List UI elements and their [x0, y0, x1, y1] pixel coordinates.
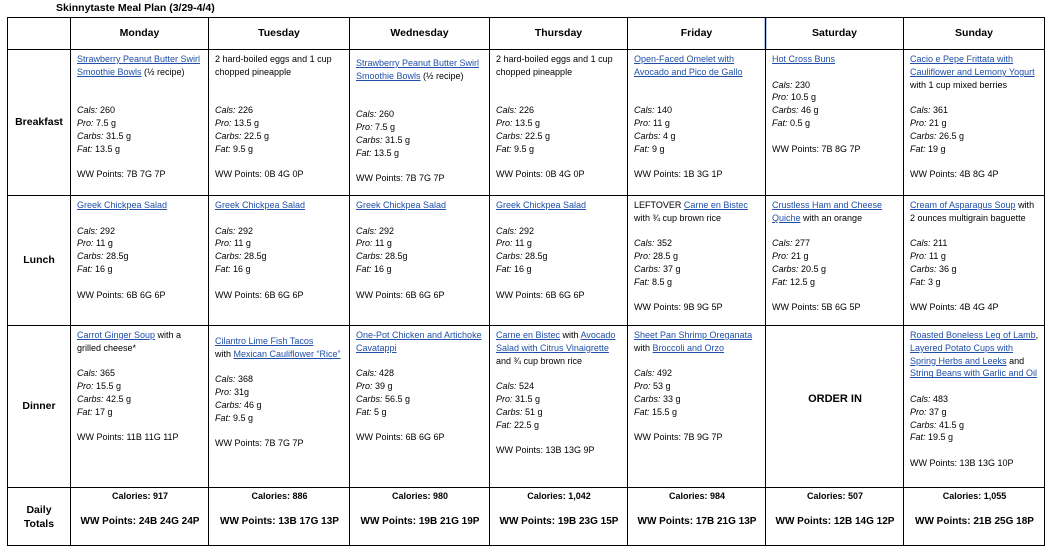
- nutrition-carbs: Carbs: 41.5 g: [910, 419, 965, 430]
- meal-cell: [904, 50, 1045, 196]
- meal-cell: [628, 196, 766, 326]
- totals-cell: [490, 488, 628, 546]
- meal-note: (½ recipe): [141, 66, 185, 77]
- ww-points: WW Points: 11B 11G 11P: [77, 432, 179, 443]
- meal-cell: [766, 326, 904, 488]
- nutrition-cals: Cals: 492: [634, 368, 673, 379]
- nutrition-fat: Fat: 19 g: [910, 143, 946, 154]
- total-calories: Calories: 1,055: [942, 491, 1007, 501]
- nutrition-carbs: Carbs: 31.5 g: [77, 130, 132, 141]
- recipe-link[interactable]: Cilantro Lime Fish Tacos: [215, 336, 314, 346]
- nutrition-cals: Cals: 211: [910, 238, 948, 249]
- day-header-thursday: Thursday: [490, 18, 628, 50]
- total-calories: Calories: 886: [251, 491, 308, 501]
- ww-points: WW Points: 7B 8G 7P: [772, 143, 861, 154]
- nutrition-carbs: Carbs: 26.5 g: [910, 130, 965, 141]
- meal-note: (½ recipe): [420, 70, 464, 81]
- nutrition-cals: Cals: 230: [772, 79, 811, 90]
- recipe-link[interactable]: Sheet Pan Shrimp Oreganata: [634, 330, 753, 340]
- meal-note: with ¾ cup brown rice: [634, 212, 722, 223]
- meal-note: ,: [1035, 330, 1039, 340]
- ww-points: WW Points: 4B 4G 4P: [910, 302, 999, 313]
- recipe-link[interactable]: Roasted Boneless Leg of Lamb: [910, 330, 1036, 340]
- nutrition-fat: Fat: 19.5 g: [910, 432, 954, 443]
- ww-points: WW Points: 13B 13G 10P: [910, 457, 1014, 468]
- meal-plan-table: [7, 17, 1045, 546]
- nutrition-fat: Fat: 5 g: [356, 406, 387, 417]
- nutrition-cals: Cals: 226: [215, 105, 254, 116]
- day-header-monday: Monday: [71, 18, 209, 50]
- nutrition-fat: Fat: 16 g: [496, 263, 532, 274]
- ww-points: WW Points: 7B 7G 7P: [77, 169, 166, 180]
- meal-cell: [350, 326, 490, 488]
- recipe-link[interactable]: Broccoli and Orzo: [652, 342, 725, 353]
- nutrition-pro: Pro: 11 g: [634, 117, 670, 128]
- nutrition-pro: Pro: 53 g: [634, 381, 671, 392]
- total-ww-points: WW Points: 12B 14G 12P: [775, 515, 895, 527]
- nutrition-carbs: Carbs: 42.5 g: [77, 393, 132, 404]
- lunch-row: [8, 196, 1045, 326]
- totals-cell: [350, 488, 490, 546]
- nutrition-fat: Fat: 16 g: [215, 263, 251, 274]
- totals-cell: [628, 488, 766, 546]
- total-ww-points: WW Points: 19B 23G 15P: [499, 515, 619, 527]
- nutrition-pro: Pro: 13.5 g: [215, 117, 260, 128]
- ww-points: WW Points: 1B 3G 1P: [634, 169, 723, 180]
- recipe-link[interactable]: Crustless Ham and Cheese Quiche: [772, 200, 883, 223]
- meal-note: and: [1006, 355, 1025, 366]
- recipe-link[interactable]: Greek Chickpea Salad: [496, 200, 587, 210]
- nutrition-pro: Pro: 31.5 g: [496, 393, 541, 404]
- nutrition-fat: Fat: 13.5 g: [77, 143, 121, 154]
- day-header-tuesday: Tuesday: [209, 18, 350, 50]
- total-calories: Calories: 1,042: [527, 491, 591, 501]
- nutrition-fat: Fat: 22.5 g: [496, 419, 540, 430]
- recipe-link[interactable]: Strawberry Peanut Butter Swirl Smoothie Bowls: [77, 54, 201, 77]
- nutrition-fat: Fat: 3 g: [910, 276, 941, 287]
- ww-points: WW Points: 5B 6G 5P: [772, 302, 861, 313]
- ww-points: WW Points: 6B 6G 6P: [77, 289, 166, 300]
- nutrition-pro: Pro: 7.5 g: [77, 117, 117, 128]
- ww-points: WW Points: 4B 8G 4P: [910, 169, 999, 180]
- recipe-link[interactable]: Greek Chickpea Salad: [356, 200, 447, 210]
- meal-note: 2 hard-boiled eggs and 1 cup chopped pineapple: [496, 54, 613, 77]
- meal-note: with an orange: [800, 212, 863, 223]
- ww-points: WW Points: 7B 7G 7P: [215, 438, 304, 449]
- nutrition-pro: Pro: 11 g: [496, 238, 532, 249]
- day-header-wednesday: Wednesday: [350, 18, 490, 50]
- recipe-link[interactable]: Carne en Bistec: [683, 200, 748, 210]
- meal-cell: [71, 196, 209, 326]
- day-header-sunday: Sunday: [904, 18, 1045, 50]
- recipe-link[interactable]: Mexican Cauliflower “Rice”: [233, 348, 341, 359]
- total-ww-points: WW Points: 21B 25G 18P: [915, 515, 1034, 527]
- nutrition-carbs: Carbs: 20.5 g: [772, 263, 827, 274]
- nutrition-pro: Pro: 21 g: [772, 251, 809, 262]
- totals-cell: [209, 488, 350, 546]
- meal-note: with 2 ounces multigrain baguette: [910, 200, 1035, 223]
- nutrition-cals: Cals: 292: [496, 225, 535, 236]
- ww-points: WW Points: 7B 9G 7P: [634, 432, 723, 443]
- nutrition-carbs: Carbs: 28.5g: [77, 251, 129, 262]
- nutrition-pro: Pro: 11 g: [215, 238, 251, 249]
- nutrition-carbs: Carbs: 28.5g: [215, 251, 267, 262]
- nutrition-pro: Pro: 11 g: [356, 238, 392, 249]
- meal-note: LEFTOVER: [634, 200, 684, 210]
- meal-note: 2 hard-boiled eggs and 1 cup chopped pineapple: [215, 54, 332, 77]
- nutrition-fat: Fat: 12.5 g: [772, 276, 816, 287]
- meal-cell: [904, 196, 1045, 326]
- recipe-link[interactable]: Carrot Ginger Soup: [77, 330, 156, 340]
- totals-label-line2: Totals: [23, 517, 55, 530]
- nutrition-pro: Pro: 39 g: [356, 381, 393, 392]
- meal-cell: [490, 196, 628, 326]
- totals-cell: [71, 488, 209, 546]
- recipe-link[interactable]: Open-Faced Omelet with Avocado and Pico de Gallo: [634, 54, 743, 77]
- totals-label-line1: Daily: [26, 503, 52, 516]
- nutrition-carbs: Carbs: 28.5g: [496, 251, 548, 262]
- nutrition-cals: Cals: 524: [496, 381, 535, 392]
- nutrition-carbs: Carbs: 31.5 g: [356, 134, 411, 145]
- nutrition-carbs: Carbs: 46 g: [772, 105, 819, 116]
- ww-points: WW Points: 13B 13G 9P: [496, 445, 595, 456]
- nutrition-cals: Cals: 352: [634, 238, 673, 249]
- recipe-link[interactable]: Layered Potato Cups with Spring Herbs and Leeks: [910, 342, 1014, 366]
- nutrition-fat: Fat: 16 g: [356, 263, 392, 274]
- meal-cell: [209, 196, 350, 326]
- nutrition-cals: Cals: 277: [772, 238, 811, 249]
- nutrition-cals: Cals: 226: [496, 105, 535, 116]
- nutrition-cals: Cals: 361: [910, 105, 949, 116]
- nutrition-cals: Cals: 292: [77, 225, 116, 236]
- meal-cell: [628, 326, 766, 488]
- meal-cell: [490, 326, 628, 488]
- nutrition-carbs: Carbs: 56.5 g: [356, 393, 411, 404]
- ww-points: WW Points: 6B 6G 6P: [356, 432, 445, 443]
- nutrition-carbs: Carbs: 4 g: [634, 130, 676, 141]
- meal-note: and ¾ cup brown rice: [496, 355, 583, 366]
- meal-cell: [209, 326, 350, 488]
- ww-points: WW Points: 6B 6G 6P: [356, 289, 445, 300]
- row-label-breakfast: Breakfast: [8, 50, 71, 196]
- nutrition-cals: Cals: 140: [634, 105, 673, 116]
- nutrition-fat: Fat: 17 g: [77, 406, 113, 417]
- nutrition-carbs: Carbs: 22.5 g: [215, 130, 270, 141]
- total-ww-points: WW Points: 13B 17G 13P: [220, 515, 339, 527]
- total-calories: Calories: 917: [111, 491, 169, 501]
- meal-note: with: [634, 342, 653, 353]
- nutrition-fat: Fat: 9.5 g: [496, 143, 535, 154]
- meal-cell: [766, 196, 904, 326]
- meal-cell: [628, 50, 766, 196]
- total-ww-points: WW Points: 19B 21G 19P: [360, 515, 480, 527]
- nutrition-cals: Cals: 260: [356, 109, 395, 120]
- ww-points: WW Points: 6B 6G 6P: [215, 289, 304, 300]
- meal-cell: [71, 326, 209, 488]
- nutrition-pro: Pro: 21 g: [910, 117, 947, 128]
- recipe-link[interactable]: Cream of Asparagus Soup: [910, 200, 1016, 210]
- meal-cell: [904, 326, 1045, 488]
- nutrition-fat: Fat: 16 g: [77, 263, 113, 274]
- nutrition-pro: Pro: 28.5 g: [634, 251, 679, 262]
- nutrition-fat: Fat: 0.5 g: [772, 117, 811, 128]
- meal-cell: [766, 50, 904, 196]
- ww-points: WW Points: 6B 6G 6P: [496, 289, 585, 300]
- recipe-link[interactable]: One-Pot Chicken and Artichoke Cavatappi: [356, 330, 482, 353]
- nutrition-fat: Fat: 13.5 g: [356, 147, 400, 158]
- nutrition-fat: Fat: 9 g: [634, 143, 665, 154]
- ww-points: WW Points: 7B 7G 7P: [356, 173, 445, 184]
- recipe-link[interactable]: Strawberry Peanut Butter Swirl Smoothie Bowls: [356, 58, 480, 81]
- totals-cell: [766, 488, 904, 546]
- meal-cell: [350, 50, 490, 196]
- nutrition-cals: Cals: 428: [356, 368, 395, 379]
- nutrition-pro: Pro: 11 g: [910, 251, 946, 262]
- ww-points: WW Points: 9B 9G 5P: [634, 302, 723, 313]
- row-label-dinner: Dinner: [8, 326, 71, 488]
- meal-cell: [209, 50, 350, 196]
- nutrition-cals: Cals: 368: [215, 374, 254, 385]
- nutrition-fat: Fat: 9.5 g: [215, 143, 254, 154]
- total-ww-points: WW Points: 24B 24G 24P: [80, 515, 200, 527]
- recipe-link[interactable]: Cacio e Pepe Frittata with Cauliflower and Lemony Yogurt: [910, 54, 1035, 77]
- meal-cell: [71, 50, 209, 196]
- nutrition-carbs: Carbs: 33 g: [634, 393, 681, 404]
- recipe-link[interactable]: Carne en Bistec: [496, 330, 561, 340]
- nutrition-cals: Cals: 483: [910, 393, 949, 404]
- nutrition-cals: Cals: 260: [77, 105, 116, 116]
- nutrition-pro: Pro: 13.5 g: [496, 117, 541, 128]
- dinner-row: [8, 326, 1045, 488]
- ww-points: WW Points: 0B 4G 0P: [496, 169, 585, 180]
- nutrition-pro: Pro: 11 g: [77, 238, 113, 249]
- nutrition-fat: Fat: 9.5 g: [215, 412, 254, 423]
- total-calories: Calories: 980: [391, 491, 449, 501]
- nutrition-cals: Cals: 292: [356, 225, 395, 236]
- corner-cell: [8, 18, 71, 50]
- total-calories: Calories: 984: [668, 491, 726, 501]
- nutrition-carbs: Carbs: 37 g: [634, 263, 681, 274]
- nutrition-cals: Cals: 292: [215, 225, 254, 236]
- nutrition-cals: Cals: 365: [77, 368, 116, 379]
- nutrition-carbs: Carbs: 46 g: [215, 399, 262, 410]
- meal-note: with: [560, 330, 581, 340]
- day-header-friday: Friday: [628, 18, 766, 50]
- page-title: Skinnytaste Meal Plan (3/29-4/4): [56, 2, 215, 14]
- meal-cell: [490, 50, 628, 196]
- totals-row: [8, 488, 1045, 546]
- breakfast-row: [8, 50, 1045, 196]
- nutrition-pro: Pro: 31g: [215, 387, 250, 398]
- nutrition-carbs: Carbs: 28.5g: [356, 251, 408, 262]
- header-row: [8, 18, 1045, 50]
- nutrition-pro: Pro: 37 g: [910, 406, 947, 417]
- nutrition-pro: Pro: 7.5 g: [356, 121, 396, 132]
- nutrition-carbs: Carbs: 51 g: [496, 406, 543, 417]
- recipe-link[interactable]: Greek Chickpea Salad: [215, 200, 306, 210]
- row-label-totals: [8, 488, 71, 546]
- nutrition-fat: Fat: 8.5 g: [634, 276, 673, 287]
- nutrition-pro: Pro: 15.5 g: [77, 381, 122, 392]
- nutrition-carbs: Carbs: 22.5 g: [496, 130, 551, 141]
- total-ww-points: WW Points: 17B 21G 13P: [637, 515, 757, 527]
- recipe-link[interactable]: Avocado Salad with Citrus Vinaigrette: [496, 330, 616, 353]
- nutrition-fat: Fat: 15.5 g: [634, 406, 678, 417]
- total-calories: Calories: 507: [806, 491, 864, 501]
- recipe-link[interactable]: String Beans with Garlic and Oil: [910, 368, 1038, 379]
- meal-cell: [350, 196, 490, 326]
- nutrition-carbs: Carbs: 36 g: [910, 263, 957, 274]
- meal-note: with 1 cup mixed berries: [910, 79, 1008, 90]
- order-in-label: ORDER IN: [808, 393, 862, 405]
- ww-points: WW Points: 0B 4G 0P: [215, 169, 304, 180]
- meal-note: with: [215, 348, 234, 359]
- row-label-lunch: Lunch: [8, 196, 71, 326]
- day-header-saturday: Saturday: [766, 18, 904, 50]
- recipe-link[interactable]: Greek Chickpea Salad: [77, 200, 168, 210]
- nutrition-pro: Pro: 10.5 g: [772, 92, 817, 103]
- meal-note: with a grilled cheese*: [77, 330, 182, 353]
- recipe-link[interactable]: Hot Cross Buns: [772, 54, 836, 64]
- totals-cell: [904, 488, 1045, 546]
